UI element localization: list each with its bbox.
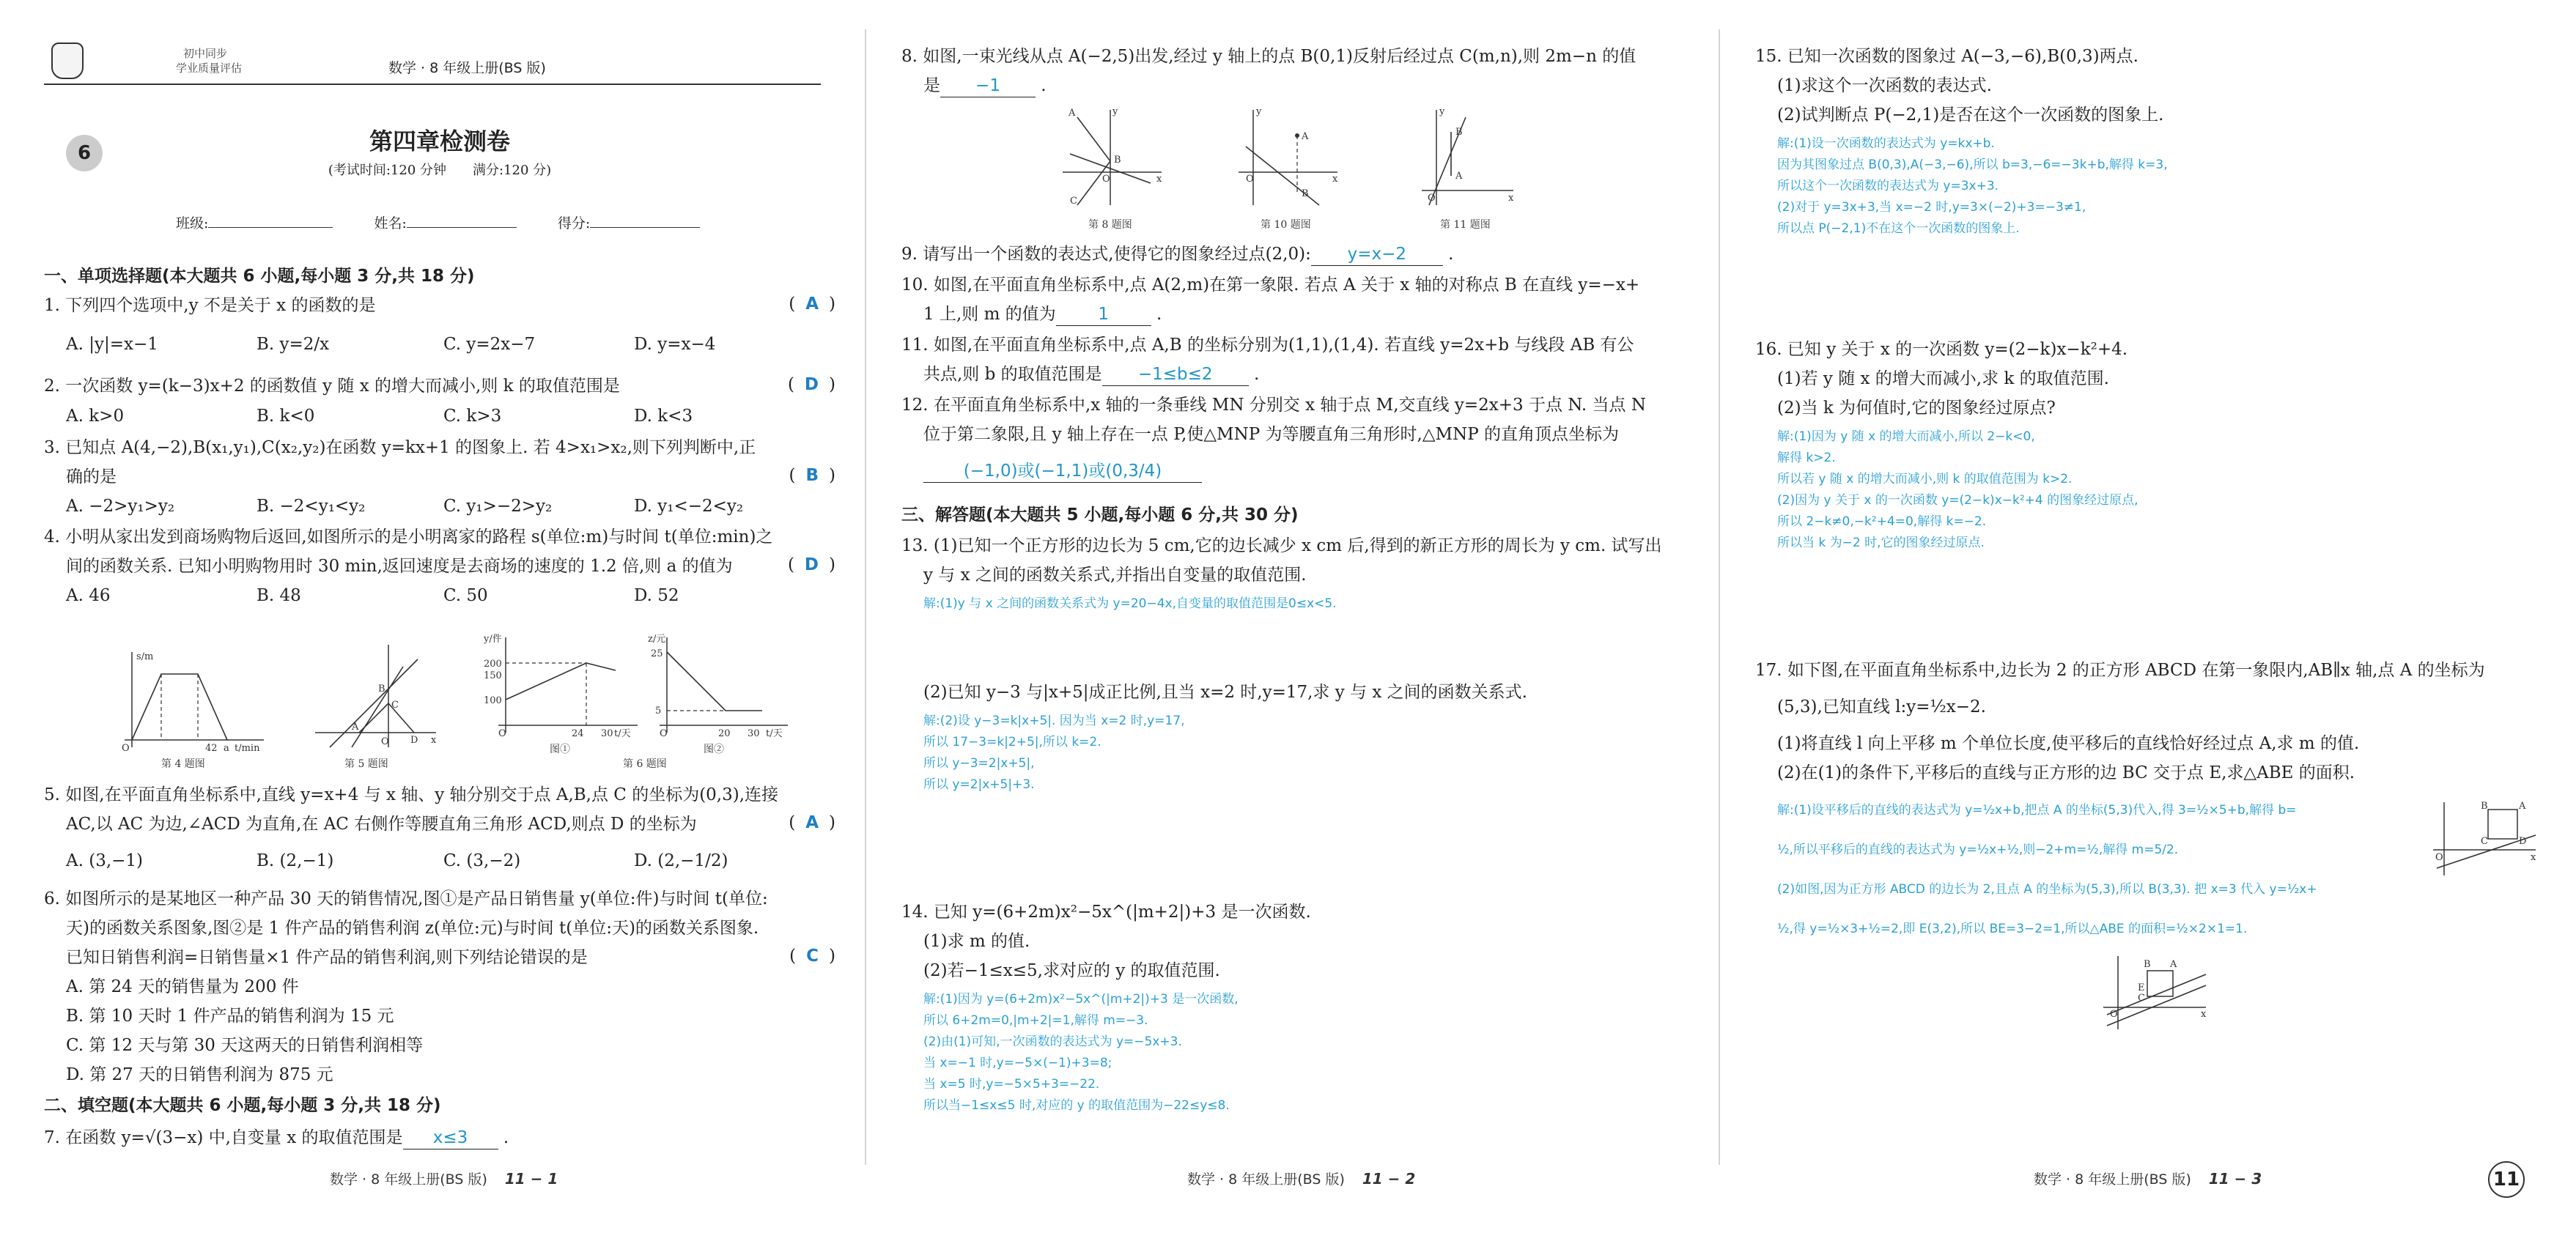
question-6: 6. 如图所示的是某地区一种产品 30 天的销售情况,图①是产品日销售量 y(单位:件)与时间 t(单位:	[44, 889, 768, 908]
svg-text:30: 30	[601, 728, 613, 739]
header-subject: 数学 · 8 年级上册(BS 版)	[388, 60, 546, 76]
question-15: 15. 已知一次函数的图象过 A(−3,−6),B(0,3)两点.	[1755, 47, 2138, 66]
figure-caption: 第 4 题图	[161, 758, 205, 770]
answer-6: ( C )	[789, 947, 835, 966]
svg-text:x: x	[1332, 174, 1338, 185]
svg-text:C: C	[1070, 196, 1077, 207]
exam-number-badge: 6	[66, 135, 103, 171]
solution-17-line: 解:(1)设平移后的直线的表达式为 y=½x+b,把点 A 的坐标(5,3)代入,得 3=½×5+b,解得 b=	[1777, 803, 2297, 818]
solution-16-line: 所以当 k 为−2 时,它的图象经过原点.	[1777, 536, 1985, 550]
answer-blank-7[interactable]: x≤3	[403, 1127, 498, 1149]
question-17: 17. 如下图,在平面直角坐标系中,边长为 2 的正方形 ABCD 在第一象限内,AB∥x 轴,点 A 的坐标为	[1755, 661, 2485, 680]
svg-text:t/天: t/天	[766, 728, 783, 739]
question-4: 4. 小明从家出发到商场购物后返回,如图所示的是小明离家的路程 s(单位:m)与时间 t(单位:min)之	[44, 527, 773, 547]
svg-text:z/元: z/元	[648, 634, 666, 645]
answer-blank-8[interactable]: −1	[940, 75, 1036, 97]
solution-16-line: 所以 2−k≠0,−k²+4=0,解得 k=−2.	[1777, 514, 1987, 529]
section-heading: 一、单项选择题(本大题共 6 小题,每小题 3 分,共 18 分)	[44, 267, 475, 286]
section-heading: 三、解答题(本大题共 5 小题,每小题 6 分,共 30 分)	[901, 506, 1299, 525]
svg-text:42: 42	[205, 743, 218, 754]
section-heading: 二、填空题(本大题共 6 小题,每小题 3 分,共 18 分)	[44, 1096, 441, 1115]
svg-text:5: 5	[655, 706, 662, 717]
question-12: 12. 在平面直角坐标系中,x 轴的一条垂线 MN 分别交 x 轴于点 M,交直线 y=2x+3 于点 N. 当点 N	[901, 396, 1646, 415]
solution-16-line: (2)因为 y 关于 x 的一次函数 y=(2−k)x−k²+4 的图象经过原点,	[1777, 493, 2138, 508]
page-footer: 数学 · 8 年级上册(BS 版) 11 − 3	[2034, 1170, 2262, 1188]
figure-q5	[308, 637, 440, 755]
svg-text:s/m: s/m	[136, 651, 154, 662]
svg-text:O: O	[498, 728, 506, 739]
svg-text:y: y	[1439, 106, 1445, 117]
question-7: 7. 在函数 y=√(3−x) 中,自变量 x 的取值范围是 x≤3 .	[44, 1127, 835, 1149]
svg-text:x: x	[1156, 174, 1162, 185]
question-13: 13. (1)已知一个正方形的边长为 5 cm,它的边长减少 x cm 后,得到的新正方形的周长为 y cm. 试写出	[901, 536, 1662, 555]
figure-q6-chart1	[484, 630, 645, 740]
option: A. 第 24 天的销售量为 200 件	[66, 977, 299, 996]
solution-15-line: 所以点 P(−2,1)不在这个一次函数的图象上.	[1777, 221, 2020, 236]
solution-13-2-line: 所以 y−3=2|x+5|,	[923, 756, 1035, 771]
question-10: 10. 如图,在平面直角坐标系中,点 A(2,m)在第一象限. 若点 A 关于 x 轴的对称点 B 在直线 y=−x+	[901, 275, 1640, 295]
svg-text:B: B	[2144, 959, 2151, 970]
svg-text:C: C	[2138, 993, 2145, 1004]
svg-text:B: B	[1455, 127, 1463, 138]
svg-text:y/件: y/件	[484, 634, 502, 645]
page-column-1: 6 第四章检测卷 (考试时间:120 分钟 满分:120 分) 班级: 姓名: 得分: 一、单项选择题(本大题共 6 小题,每小题 3 分,共 18 分) 1. 下列四个选项中,y 不是关于 x 的函数的是 ( A ) A. |y|=x−1 B. y=2/x C. y=2x−7 D. y=x−4 2. 一次函数 y=(k−3)x+2 的函数值 y 随 x 的增大而减小,则 k 的取值范围是 ( D ) A. k>0 B. k<0 C. k>3 D. k<3 3. 已知点 A(4,−2),B(x₁,y₁),C(x₂,y₂)在函数 y=kx+1 的图象上. 若 4>x₁>x₂,则下列判断中,正 确的是 ( B ) A. −2>y₁>y₂ B. −2<y₁<y₂ C. y₁>−2>y₂ D. y₁<−2<y₂ 4. 小明从家出发到商场购物后返回,如图所示的是小明离家的路程 s(单位:m)与时间 t(单位:min)之 间的函数关系. 已知小明购物用时 30 min,返回速度是去商场的速度的 1.2 倍,则 a 的值为 ( D ) A. 46 B. 48 C. 50 D. 52 s/m O 42 a t/min 第 4 题图 B C A D O x 第 5 题图 y/件 200 150 100 O 24 30 t/天 图① z/元 25 5 O 20 30 t/天 图② 第 6 题图 5. 如图,在平面直角坐标系中,直线 y=x+4 与 x 轴、y 轴分别交于点 A,B,点 C 的坐标为(0,3),连接 AC,以 AC 为边,∠ACD 为直角,在 AC 右侧作等腰直角三角形 ACD,则点 D 的坐标为 ( A ) A. (3,−1) B. (2,−1) C. (3,−2) D. (2,−1/2) 6. 如图所示的是某地区一种产品 30 天的销售情况,图①是产品日销售量 y(单位:件)与时间 t(单位: 天)的函数关系图象,图②是 1 件产品的销售利润 z(单位:元)与时间 t(单位:天)的函数关系图象. 已知日销售利润=日销售量×1 件产品的销售利润,则下列结论错误的是 ( C ) A. 第 24 天的销售量为 200 件 B. 第 10 天时 1 件产品的销售利润为 15 元 C. 第 12 天与第 30 天这两天的日销售利润相等 D. 第 27 天的日销售利润为 875 元 二、填空题(本大题共 6 小题,每小题 3 分,共 18 分) 7. 在函数 y=√(3−x) 中,自变量 x 的取值范围是 x≤3 . 数学 · 8 年级上册(BS 版) 11 − 1	[44, 0, 835, 1233]
solution-16-line: 解:(1)因为 y 随 x 的增大而减小,所以 2−k<0,	[1777, 429, 2035, 444]
svg-text:A: A	[1455, 171, 1463, 182]
figure-q10	[1231, 103, 1341, 212]
svg-text:150: 150	[484, 670, 502, 681]
answer-4: ( D )	[787, 555, 835, 574]
answer-blank-9[interactable]: y=x−2	[1311, 243, 1443, 266]
figure-caption: 第 8 题图	[1088, 219, 1132, 231]
svg-text:O: O	[1428, 193, 1436, 204]
svg-text:A: A	[1302, 131, 1309, 142]
svg-text:t/天: t/天	[614, 728, 631, 739]
exam-title: 第四章检测卷	[369, 127, 510, 155]
question-3: 3. 已知点 A(4,−2),B(x₁,y₁),C(x₂,y₂)在函数 y=kx+1 的图象上. 若 4>x₁>x₂,则下列判断中,正	[44, 438, 756, 457]
svg-text:x: x	[2201, 1009, 2207, 1020]
solution-13-1: 解:(1)y 与 x 之间的函数关系式为 y=20−4x,自变量的取值范围是0≤x<5.	[923, 596, 1337, 611]
page-column-3: 15. 已知一次函数的图象过 A(−3,−6),B(0,3)两点. (1)求这个一次函数的表达式. (2)试判断点 P(−2,1)是否在这个一次函数的图象上. 解:(1)设一次函数的表达式为 y=kx+b. 因为其图象过点 B(0,3),A(−3,−6),所以 b=3,−6=−3k+b,解得 k=3, 所以这个一次函数的表达式为 y=3x+3. (2)对于 y=3x+3,当 x=−2 时,y=3×(−2)+3=−3≠1, 所以点 P(−2,1)不在这个一次函数的图象上. 16. 已知 y 关于 x 的一次函数 y=(2−k)x−k²+4. (1)若 y 随 x 的增大而减小,求 k 的取值范围. (2)当 k 为何值时,它的图象经过原点? 解:(1)因为 y 随 x 的增大而减小,所以 2−k<0, 解得 k>2. 所以若 y 随 x 的增大而减小,则 k 的取值范围为 k>2. (2)因为 y 关于 x 的一次函数 y=(2−k)x−k²+4 的图象经过原点, 所以 2−k≠0,−k²+4=0,解得 k=−2. 所以当 k 为−2 时,它的图象经过原点. 17. 如下图,在平面直角坐标系中,边长为 2 的正方形 ABCD 在第一象限内,AB∥x 轴,点 A 的坐标为 (5,3),已知直线 l:y=½x−2. (1)将直线 l 向上平移 m 个单位长度,使平移后的直线恰好经过点 A,求 m 的值. (2)在(1)的条件下,平移后的直线与正方形的边 BC 交于点 E,求△ABE 的面积. 解:(1)设平移后的直线的表达式为 y=½x+b,把点 A 的坐标(5,3)代入,得 3=½×5+b,解得 b= ½,所以平移后的直线的表达式为 y=½x+½,则−2+m=½,解得 m=5/2. (2)如图,因为正方形 ABCD 的边长为 2,且点 A 的坐标为(5,3),所以 B(3,3). 把 x=3 代入 y=½x+ ½,得 y=½×3+½=2,即 E(3,2),所以 BE=3−2=1,所以△ABE 的面积=½×2×1=1. B A C D O x B A E C O x 数学 · 8 年级上册(BS 版) 11 − 3 11	[1755, 0, 2539, 1233]
column-divider	[865, 29, 866, 1165]
figure-q6-chart2	[645, 630, 791, 740]
page-footer: 数学 · 8 年级上册(BS 版) 11 − 2	[1187, 1170, 1416, 1188]
svg-text:B: B	[1114, 155, 1121, 166]
svg-text:O: O	[2435, 852, 2443, 863]
question-1: 1. 下列四个选项中,y 不是关于 x 的函数的是	[44, 296, 376, 315]
svg-text:a: a	[224, 743, 229, 754]
question-8: 8. 如图,一束光线从点 A(−2,5)出发,经过 y 轴上的点 B(0,1)反射后经过点 C(m,n),则 2m−n 的值	[901, 47, 1636, 66]
solution-17-line: ½,得 y=½×3+½=2,即 E(3,2),所以 BE=3−2=1,所以△ABE 的面积=½×2×1=1.	[1777, 922, 2248, 936]
solution-13-2-line: 所以 17−3=k|2+5|,所以 k=2.	[923, 735, 1101, 749]
svg-text:200: 200	[484, 659, 502, 670]
svg-text:A: A	[352, 722, 359, 733]
svg-text:C: C	[2481, 836, 2488, 847]
svg-text:x: x	[1508, 193, 1514, 204]
question-5: 5. 如图,在平面直角坐标系中,直线 y=x+4 与 x 轴、y 轴分别交于点 A,B,点 C 的坐标为(0,3),连接	[44, 785, 779, 804]
question-11: 11. 如图,在平面直角坐标系中,点 A,B 的坐标分别为(1,1),(1,4). 若直线 y=2x+b 与线段 AB 有公	[901, 336, 1634, 355]
option: D. 第 27 天的日销售利润为 875 元	[66, 1065, 333, 1084]
svg-text:O: O	[381, 736, 389, 747]
figure-caption: 第 5 题图	[344, 758, 388, 770]
badge-line2: 学业质量评估	[176, 62, 243, 75]
question-16: 16. 已知 y 关于 x 的一次函数 y=(2−k)x−k²+4.	[1755, 340, 2128, 359]
solution-13-2-line: 所以 y=2|x+5|+3.	[923, 777, 1035, 792]
solution-13-2-line: 解:(2)设 y−3=k|x+5|. 因为当 x=2 时,y=17,	[923, 714, 1185, 728]
svg-text:O: O	[1246, 174, 1254, 185]
question-2: 2. 一次函数 y=(k−3)x+2 的函数值 y 随 x 的增大而减小,则 k 的取值范围是	[44, 377, 620, 396]
figure-caption: 第 11 题图	[1440, 219, 1491, 231]
svg-text:y: y	[1256, 106, 1262, 117]
figure-q8	[1055, 103, 1165, 212]
question-14: 14. 已知 y=(6+2m)x²−5x^(|m+2|)+3 是一次函数.	[901, 903, 1311, 922]
solution-15-line: 解:(1)设一次函数的表达式为 y=kx+b.	[1777, 136, 1995, 151]
solution-16-line: 解得 k>2.	[1777, 451, 1836, 465]
badge-line1: 初中同步	[183, 47, 228, 60]
answer-blank-12[interactable]: (−1,0)或(−1,1)或(0,3/4)	[923, 460, 1202, 483]
svg-text:100: 100	[484, 695, 502, 706]
svg-text:20: 20	[718, 728, 731, 739]
question-9: 9. 请写出一个函数的表达式,使得它的图象经过点(2,0): y=x−2 .	[901, 243, 1700, 266]
solution-14-line: 当 x=5 时,y=−5×5+3=−22.	[923, 1077, 1100, 1092]
answer-5: ( A )	[789, 813, 835, 832]
figure-caption: 图②	[704, 744, 724, 755]
svg-text:t/min: t/min	[235, 743, 260, 754]
figure-q11	[1407, 103, 1517, 212]
solution-14-line: 当 x=−1 时,y=−5×(−1)+3=8;	[923, 1056, 1112, 1070]
exam-subtitle: (考试时间:120 分钟 满分:120 分)	[328, 163, 552, 178]
svg-text:B: B	[1302, 188, 1309, 199]
score-field[interactable]	[590, 227, 700, 228]
figure-q17	[2429, 799, 2539, 879]
svg-text:x: x	[2531, 852, 2536, 863]
svg-text:D: D	[410, 735, 418, 746]
column-divider	[1719, 29, 1720, 1165]
class-field[interactable]	[208, 227, 333, 228]
page-footer: 数学 · 8 年级上册(BS 版) 11 − 1	[330, 1170, 558, 1188]
answer-1: ( A )	[789, 295, 835, 314]
answer-2: ( D )	[787, 375, 835, 394]
svg-text:E: E	[2138, 982, 2145, 993]
svg-text:A: A	[1069, 108, 1076, 119]
answer-blank-10[interactable]: 1	[1056, 303, 1151, 326]
answer-blank-11[interactable]: −1≤b≤2	[1102, 363, 1249, 386]
svg-text:30: 30	[748, 728, 760, 739]
svg-text:B: B	[2481, 801, 2488, 812]
svg-text:A: A	[2170, 959, 2177, 970]
figure-caption: 第 6 题图	[623, 758, 667, 770]
student-info: 班级: 姓名: 得分:	[176, 212, 700, 232]
svg-text:O: O	[122, 743, 130, 754]
figure-caption: 图①	[550, 744, 570, 755]
solution-14-line: 解:(1)因为 y=(6+2m)x²−5x^(|m+2|)+3 是一次函数,	[923, 992, 1239, 1007]
svg-text:25: 25	[651, 648, 663, 659]
svg-text:B: B	[378, 684, 385, 695]
solution-14-line: (2)由(1)可知,一次函数的表达式为 y=−5x+3.	[923, 1034, 1182, 1049]
figure-q17-solution	[2100, 952, 2210, 1033]
svg-text:y: y	[1112, 106, 1118, 117]
solution-15-line: 因为其图象过点 B(0,3),A(−3,−6),所以 b=3,−6=−3k+b,解得 k=3,	[1777, 158, 2168, 172]
name-field[interactable]	[407, 227, 517, 228]
svg-text:24: 24	[572, 728, 584, 739]
solution-14-line: 所以当−1≤x≤5 时,对应的 y 的取值范围为−22≤y≤8.	[923, 1098, 1230, 1113]
svg-text:C: C	[391, 700, 399, 711]
figure-caption: 第 10 题图	[1261, 219, 1311, 231]
solution-15-line: 所以这个一次函数的表达式为 y=3x+3.	[1777, 179, 1999, 193]
solution-15-line: (2)对于 y=3x+3,当 x=−2 时,y=3×(−2)+3=−3≠1,	[1777, 200, 2086, 215]
svg-text:D: D	[2519, 836, 2527, 847]
figure-q4	[117, 645, 271, 755]
option: B. 第 10 天时 1 件产品的销售利润为 15 元	[66, 1007, 394, 1026]
solution-14-line: 所以 6+2m=0,|m+2|=1,解得 m=−3.	[923, 1013, 1148, 1028]
svg-text:x: x	[431, 735, 437, 746]
answer-3: ( B )	[789, 466, 835, 485]
solution-17-line: ½,所以平移后的直线的表达式为 y=½x+½,则−2+m=½,解得 m=5/2.	[1777, 843, 2179, 857]
solution-17-line: (2)如图,因为正方形 ABCD 的边长为 2,且点 A 的坐标为(5,3),所以 B(3,3). 把 x=3 代入 y=½x+	[1777, 882, 2317, 897]
svg-text:O: O	[2110, 1009, 2118, 1020]
svg-text:O: O	[660, 728, 668, 739]
svg-text:O: O	[1102, 174, 1110, 185]
corner-page-number: 11	[2488, 1161, 2525, 1198]
page-column-2: 8. 如图,一束光线从点 A(−2,5)出发,经过 y 轴上的点 B(0,1)反射后经过点 C(m,n),则 2m−n 的值 是 −1 . A B C O x y 第 8 题图 A B O x y 第 10 题图 B A O x y 第 11 题图 9. 请写出一个函数的表达式,使得它的图象经过点(2,0): y=x−2 . 10. 如图,在平面直角坐标系中,点 A(2,m)在第一象限. 若点 A 关于 x 轴的对称点 B 在直线 y=−x+ 1 上,则 m 的值为 1 . 11. 如图,在平面直角坐标系中,点 A,B 的坐标分别为(1,1),(1,4). 若直线 y=2x+b 与线段 AB 有公 共点,则 b 的取值范围是 −1≤b≤2 . 12. 在平面直角坐标系中,x 轴的一条垂线 MN 分别交 x 轴于点 M,交直线 y=2x+3 于点 N. 当点 N 位于第二象限,且 y 轴上存在一点 P,使△MNP 为等腰直角三角形时,△MNP 的直角顶点坐标为 (−1,0)或(−1,1)或(0,3/4) 三、解答题(本大题共 5 小题,每小题 6 分,共 30 分) 13. (1)已知一个正方形的边长为 5 cm,它的边长减少 x cm 后,得到的新正方形的周长为 y cm. 试写出 y 与 x 之间的函数关系式,并指出自变量的取值范围. 解:(1)y 与 x 之间的函数关系式为 y=20−4x,自变量的取值范围是0≤x<5. (2)已知 y−3 与|x+5|成正比例,且当 x=2 时,y=17,求 y 与 x 之间的函数关系式. 解:(2)设 y−3=k|x+5|. 因为当 x=2 时,y=17, 所以 17−3=k|2+5|,所以 k=2. 所以 y−3=2|x+5|, 所以 y=2|x+5|+3. 14. 已知 y=(6+2m)x²−5x^(|m+2|)+3 是一次函数. (1)求 m 的值. (2)若−1≤x≤5,求对应的 y 的取值范围. 解:(1)因为 y=(6+2m)x²−5x^(|m+2|)+3 是一次函数, 所以 6+2m=0,|m+2|=1,解得 m=−3. (2)由(1)可知,一次函数的表达式为 y=−5x+3. 当 x=−1 时,y=−5×(−1)+3=8; 当 x=5 时,y=−5×5+3=−22. 所以当−1≤x≤5 时,对应的 y 的取值范围为−22≤y≤8. 数学 · 8 年级上册(BS 版) 11 − 2	[901, 0, 1700, 1233]
svg-text:A: A	[2519, 801, 2526, 812]
option: C. 第 12 天与第 30 天这两天的日销售利润相等	[66, 1036, 424, 1055]
solution-16-line: 所以若 y 随 x 的增大而减小,则 k 的取值范围为 k>2.	[1777, 472, 2073, 486]
